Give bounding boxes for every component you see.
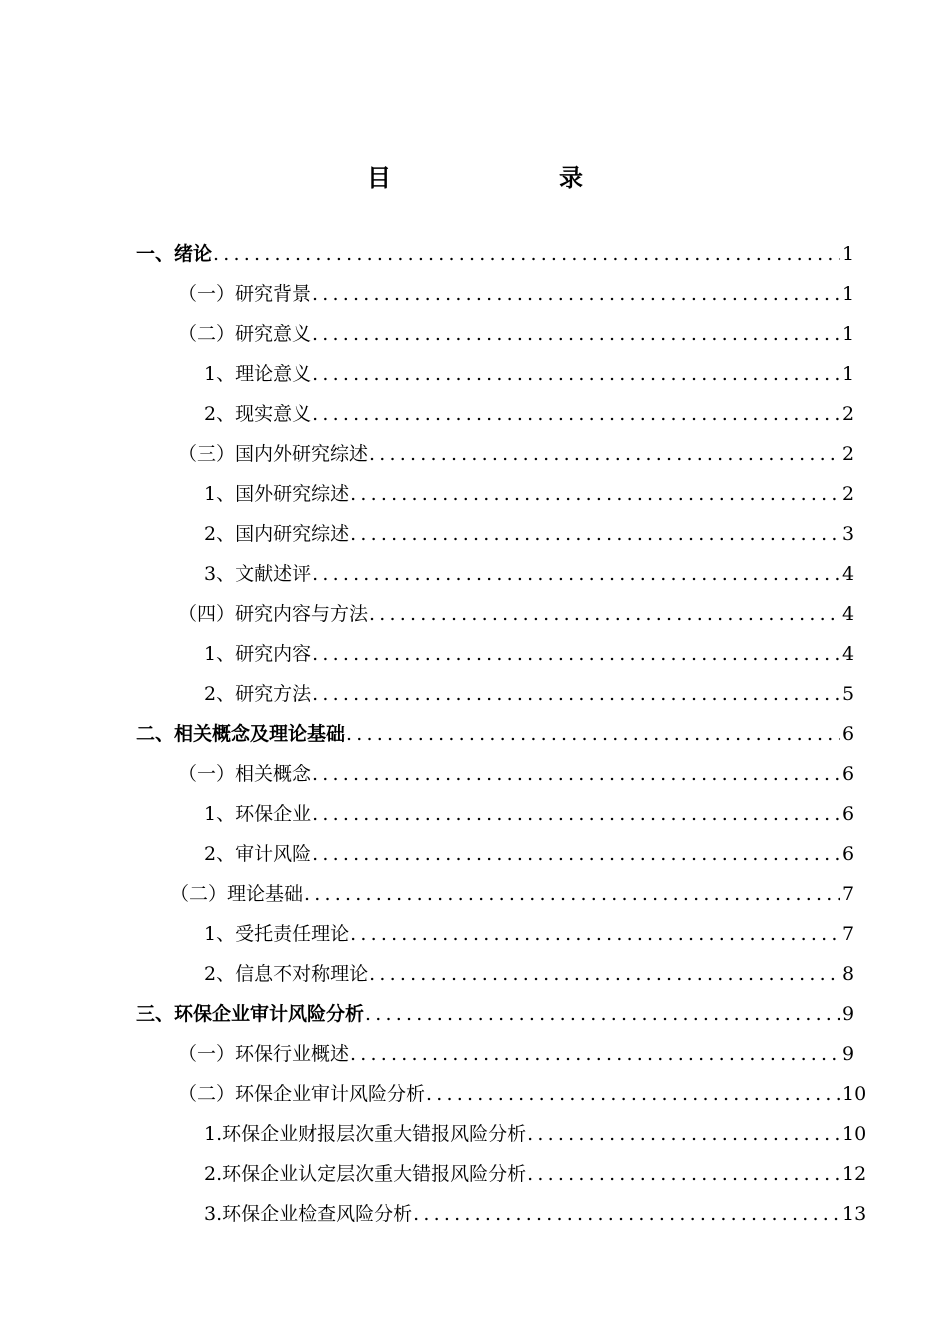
toc-entry-number: （一）: [178, 283, 236, 305]
toc-page-number: 8: [842, 963, 855, 985]
toc-page-number: 4: [842, 563, 855, 585]
toc-entry-title: 国内外研究综述: [235, 443, 369, 465]
toc-entry-title: 环保企业认定层次重大错报风险分析: [222, 1163, 527, 1185]
toc-entry-title: 相关概念及理论基础: [174, 723, 346, 745]
toc-entry-number: （一）: [178, 763, 236, 785]
toc-page-number: 4: [842, 603, 855, 625]
toc-leader-dots: [369, 954, 840, 994]
toc-page-number: 7: [842, 923, 855, 945]
toc-entry-title: 信息不对称理论: [235, 963, 369, 985]
toc-entry-section[interactable]: [178, 434, 855, 474]
toc-entry-title: 研究背景: [235, 283, 312, 305]
page-title: 目 录: [367, 164, 623, 192]
toc-entry-number: 二、: [136, 723, 175, 745]
toc-leader-dots: [312, 314, 840, 354]
toc-page-number: 12: [842, 1163, 867, 1185]
toc-entry-title: 审计风险: [235, 843, 312, 865]
toc-entry-number: 2、: [204, 523, 236, 545]
toc-entry-title: 理论基础: [227, 883, 304, 905]
toc-leader-dots: [369, 434, 840, 474]
toc-leader-dots: [312, 674, 840, 714]
toc-entry-title: 研究内容: [235, 643, 312, 665]
toc-entry-title: 国外研究综述: [235, 483, 350, 505]
toc-entry-number: 2、: [204, 843, 236, 865]
toc-leader-dots: [527, 1114, 840, 1154]
toc-entry-chapter-2[interactable]: [136, 714, 855, 754]
toc-entry-subsection[interactable]: [204, 634, 855, 674]
toc-page-number: 1: [842, 243, 855, 265]
toc-entry-number: （一）: [178, 1043, 236, 1065]
toc-entry-title: 相关概念: [235, 763, 312, 785]
toc-entry-subsection[interactable]: [204, 794, 855, 834]
toc-entry-number: 1、: [204, 923, 236, 945]
toc-entry-title: 环保企业: [235, 803, 312, 825]
toc-leader-dots: [350, 474, 840, 514]
toc-page-number: 13: [842, 1203, 867, 1225]
toc-entry-subsection[interactable]: [204, 354, 855, 394]
toc-entry-section[interactable]: [178, 754, 855, 794]
toc-entry-number: 2.: [204, 1163, 223, 1185]
toc-page-number: 3: [842, 523, 855, 545]
toc-page-number: 1: [842, 323, 855, 345]
toc-entry-subsection[interactable]: [204, 954, 855, 994]
toc-entry-number: （四）: [178, 603, 236, 625]
toc-entry-title: 环保企业财报层次重大错报风险分析: [222, 1123, 527, 1145]
toc-entry-subsection[interactable]: [204, 394, 855, 434]
toc-page-number: 5: [842, 683, 855, 705]
toc-leader-dots: [312, 634, 840, 674]
toc-page-number: 7: [842, 883, 855, 905]
toc-leader-dots: [365, 994, 840, 1034]
toc-page-number: 9: [842, 1043, 855, 1065]
toc-entry-section[interactable]: [170, 874, 855, 914]
toc-entry-chapter-1[interactable]: [136, 234, 855, 274]
toc-entry-number: 1.: [204, 1123, 223, 1145]
toc-entry-number: （二）: [170, 883, 228, 905]
toc-page-number: 2: [842, 403, 855, 425]
toc-entry-title: 研究方法: [235, 683, 312, 705]
toc-entry-section[interactable]: [178, 1034, 855, 1074]
toc-entry-title: 受托责任理论: [235, 923, 350, 945]
toc-page-number: 6: [842, 803, 855, 825]
toc-entry-number: （二）: [178, 1083, 236, 1105]
toc-entry-number: 三、: [136, 1003, 175, 1025]
toc-entry-section[interactable]: [178, 274, 855, 314]
toc-entry-number: 2、: [204, 683, 236, 705]
toc-page-number: 10: [842, 1123, 867, 1145]
toc-entry-number: 1、: [204, 643, 236, 665]
toc-leader-dots: [369, 594, 840, 634]
toc-entry-title: 研究内容与方法: [235, 603, 369, 625]
toc-leader-dots: [527, 1154, 840, 1194]
toc-entry-number: 3.: [204, 1203, 223, 1225]
toc-leader-dots: [312, 354, 840, 394]
toc-entry-number: 1、: [204, 483, 236, 505]
toc-entry-section[interactable]: [178, 314, 855, 354]
toc-leader-dots: [350, 914, 840, 954]
toc-entry-subsection[interactable]: [204, 674, 855, 714]
toc-entry-number: （二）: [178, 323, 236, 345]
toc-entry-number: 一、: [136, 243, 175, 265]
toc-leader-dots: [213, 234, 840, 274]
toc-page-number: 2: [842, 443, 855, 465]
toc-entry-title: 研究意义: [235, 323, 312, 345]
toc-leader-dots: [312, 274, 840, 314]
toc-entry-subsection[interactable]: [204, 474, 855, 514]
toc-entry-subsection[interactable]: [204, 554, 855, 594]
toc-entry-number: 3、: [204, 563, 236, 585]
toc-entry-title: 国内研究综述: [235, 523, 350, 545]
toc-leader-dots: [350, 514, 840, 554]
toc-entry-subsection[interactable]: [204, 1154, 867, 1194]
toc-entry-title: 现实意义: [235, 403, 312, 425]
toc-leader-dots: [426, 1074, 840, 1114]
toc-entry-section[interactable]: [178, 1074, 867, 1114]
toc-entry-subsection[interactable]: [204, 514, 855, 554]
toc-page-number: 1: [842, 363, 855, 385]
toc-page-number: 4: [842, 643, 855, 665]
toc-page-number: 2: [842, 483, 855, 505]
toc-entry-subsection[interactable]: [204, 1194, 867, 1234]
toc-entry-number: 1、: [204, 803, 236, 825]
toc-entry-subsection[interactable]: [204, 834, 855, 874]
toc-entry-title: 环保行业概述: [235, 1043, 350, 1065]
toc-leader-dots: [413, 1194, 840, 1234]
toc-leader-dots: [312, 834, 840, 874]
toc-entry-number: 2、: [204, 403, 236, 425]
toc-entry-title: 环保企业审计风险分析: [235, 1083, 426, 1105]
toc-leader-dots: [304, 874, 840, 914]
toc-entry-number: （三）: [178, 443, 236, 465]
toc-entry-section[interactable]: [178, 594, 855, 634]
toc-page-number: 10: [842, 1083, 867, 1105]
toc-page-number: 6: [842, 763, 855, 785]
toc-leader-dots: [312, 394, 840, 434]
toc-entry-number: 1、: [204, 363, 236, 385]
toc-entry-subsection[interactable]: [204, 914, 855, 954]
toc-entry-title: 环保企业检查风险分析: [222, 1203, 413, 1225]
toc-entry-chapter-3[interactable]: [136, 994, 855, 1034]
toc-page-number: 6: [842, 843, 855, 865]
toc-page-number: 6: [842, 723, 855, 745]
toc-leader-dots: [350, 1034, 840, 1074]
toc-entry-subsection[interactable]: [204, 1114, 867, 1154]
toc-page-number: 9: [842, 1003, 855, 1025]
toc-entry-title: 文献述评: [235, 563, 312, 585]
toc-entry-title: 环保企业审计风险分析: [174, 1003, 365, 1025]
toc-page-number: 1: [842, 283, 855, 305]
toc-leader-dots: [312, 754, 840, 794]
toc-leader-dots: [312, 794, 840, 834]
toc-leader-dots: [312, 554, 840, 594]
toc-entry-title: 绪论: [174, 243, 213, 265]
toc-entry-title: 理论意义: [235, 363, 312, 385]
toc-leader-dots: [346, 714, 840, 754]
toc-entry-number: 2、: [204, 963, 236, 985]
